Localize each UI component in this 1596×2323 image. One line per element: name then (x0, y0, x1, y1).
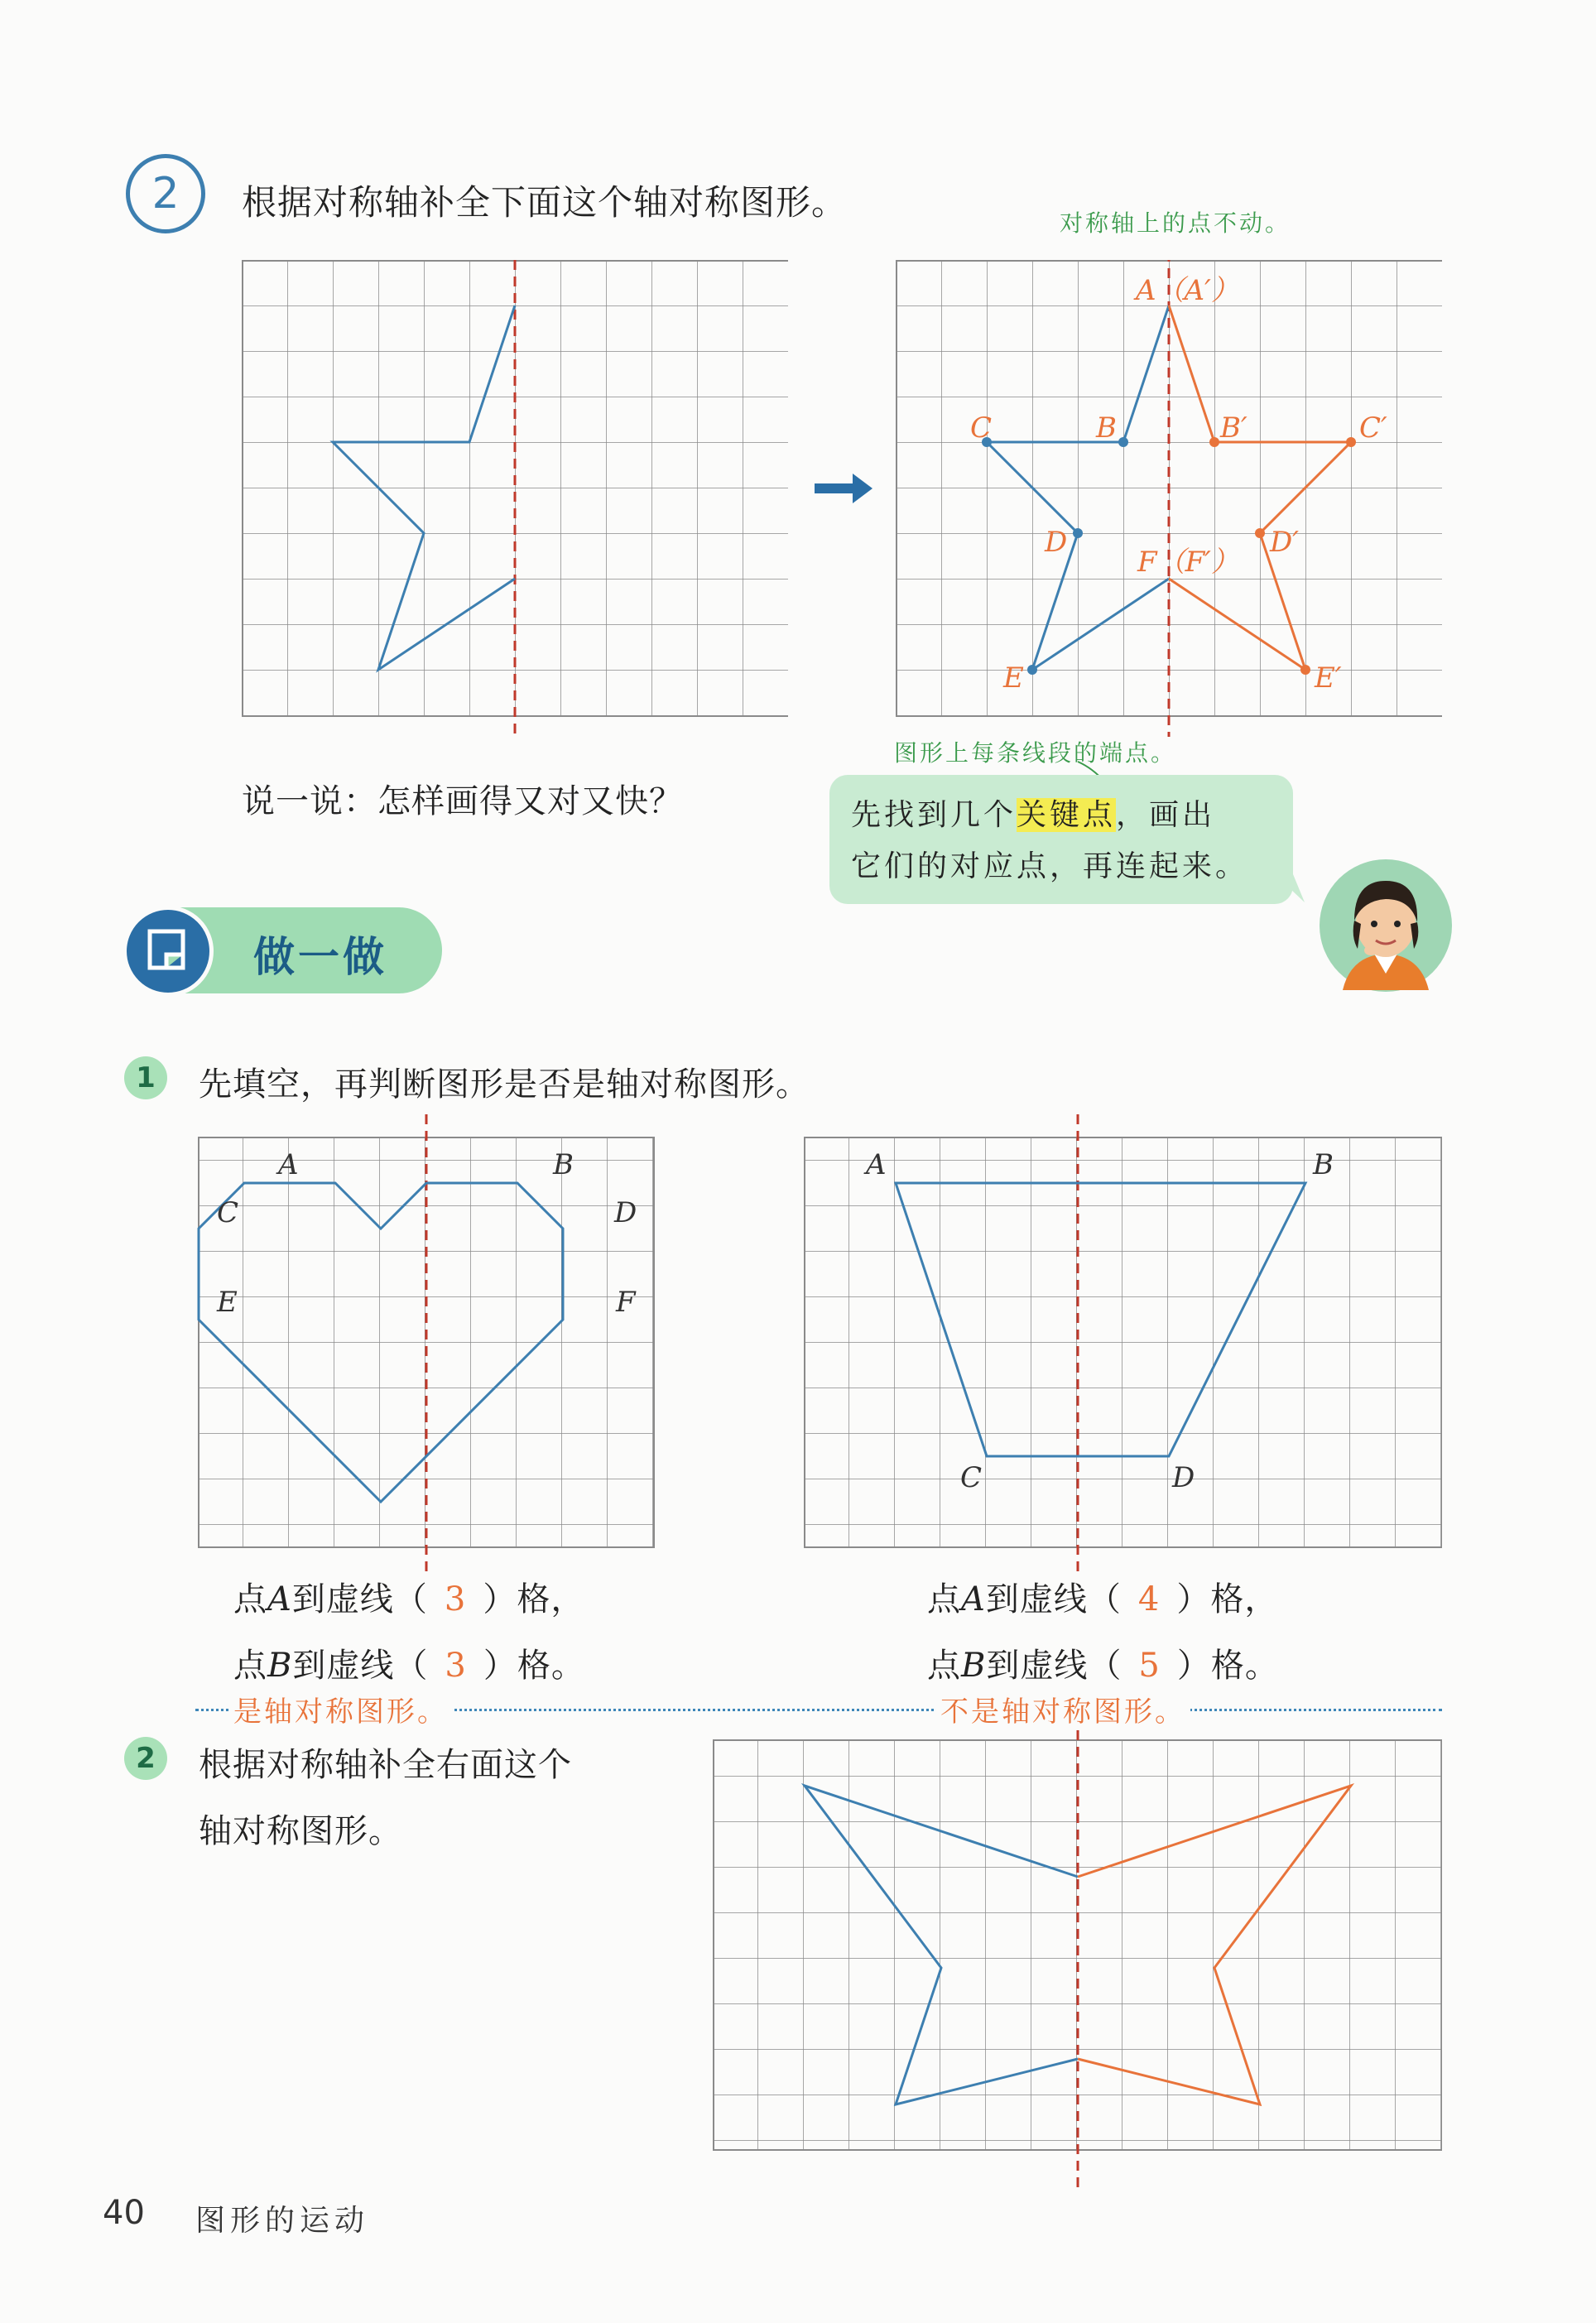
heart-l2-var: B (267, 1647, 293, 1685)
heart-l1-post: ）格， (483, 1580, 585, 1618)
heart-label-C: C (217, 1196, 239, 1229)
bubble-tail (1275, 874, 1308, 907)
label-B-prime: B′ (1220, 411, 1247, 445)
trap-l2-pre: 点 (927, 1647, 961, 1685)
heart-l1-mid: 到虚线（ (291, 1580, 428, 1618)
label-A: A（A′） (1136, 274, 1239, 307)
question-1-number: 1 (136, 1061, 156, 1094)
page-number: 40 (103, 2194, 145, 2232)
section-title: 做一做 (253, 933, 387, 981)
speech-bubble (829, 775, 1293, 904)
question-2-title-line-1: 根据对称轴补全右面这个 (199, 1746, 572, 1784)
heart-fill-line-2 (233, 1639, 585, 1686)
heart-l2-post: ）格。 (483, 1647, 585, 1685)
trap-l1-mid: 到虚线（ (985, 1580, 1122, 1618)
heart-answer-A[interactable]: 3 (444, 1580, 467, 1618)
activity-icon (123, 906, 214, 997)
heart-grid (197, 1114, 657, 1578)
heart-label-D: D (614, 1196, 637, 1229)
label-F: F（F′） (1137, 546, 1239, 579)
question-1-badge (124, 1056, 167, 1099)
trap-l2-post: ）格。 (1176, 1647, 1279, 1685)
heart-l2-pre: 点 (233, 1647, 267, 1685)
example-title: 根据对称轴补全下面这个轴对称图形。 (242, 182, 848, 223)
label-D: D (1045, 526, 1068, 559)
trap-label-D: D (1172, 1461, 1195, 1494)
butterfly-grid (712, 1730, 1442, 2194)
trap-label-B: B (1313, 1148, 1334, 1181)
right-arrow-icon (815, 474, 873, 503)
point-D-prime (1255, 528, 1265, 538)
label-C-prime: C′ (1359, 411, 1387, 445)
heart-verdict: 是轴对称图形。 (228, 1689, 453, 1729)
axis-note: 对称轴上的点不动。 (1060, 209, 1291, 237)
example-number: 2 (151, 169, 180, 219)
trap-fill-line-1 (927, 1573, 1278, 1620)
question-2-badge (124, 1737, 167, 1780)
label-C: C (970, 411, 993, 445)
bubble-text-1a: 先找到几个 (851, 798, 1017, 832)
trapezoid-grid (803, 1114, 1442, 1578)
heart-label-B: B (553, 1148, 574, 1181)
heart-label-F: F (616, 1286, 636, 1319)
heart-label-A: A (278, 1148, 299, 1181)
chapter-title: 图形的运动 (195, 2204, 370, 2238)
heart-answer-B[interactable]: 3 (445, 1647, 467, 1685)
bubble-text-2: 它们的对应点，再连起来。 (851, 849, 1249, 883)
label-D-prime: D′ (1270, 526, 1299, 559)
heart-label-E: E (217, 1286, 238, 1319)
student-avatar (1318, 858, 1454, 993)
question-1-title: 先填空，再判断图形是否是轴对称图形。 (199, 1065, 810, 1104)
trap-l1-pre: 点 (927, 1580, 961, 1618)
full-star-grid (896, 260, 1442, 737)
trap-label-C: C (960, 1461, 983, 1494)
trap-l2-mid: 到虚线（ (986, 1647, 1122, 1685)
bubble-text-1b: ，画出 (1116, 798, 1216, 832)
point-C-prime (1346, 437, 1356, 447)
point-B (1118, 437, 1128, 447)
trap-answer-A[interactable]: 4 (1137, 1580, 1161, 1618)
example-number-circle (126, 154, 205, 233)
label-E-prime: E′ (1315, 661, 1342, 695)
label-E: E (1003, 661, 1024, 695)
trap-l1-var: A (961, 1580, 986, 1618)
trap-verdict: 不是轴对称图形。 (935, 1689, 1190, 1729)
heart-l1-var: A (267, 1580, 292, 1618)
question-2-title-line-2: 轴对称图形。 (199, 1812, 402, 1850)
discuss-prompt: 说一说：怎样画得又对又快？ (242, 782, 683, 820)
point-D (1073, 528, 1083, 538)
trap-label-A: A (866, 1148, 887, 1181)
endpoint-note: 图形上每条线段的端点。 (894, 739, 1177, 767)
label-B: B (1096, 411, 1117, 445)
trap-fill-line-2 (927, 1639, 1279, 1686)
point-E (1027, 665, 1037, 675)
half-star-grid (242, 260, 788, 737)
point-B-prime (1209, 437, 1219, 447)
trap-l2-var: B (961, 1647, 987, 1685)
trap-answer-B[interactable]: 5 (1138, 1647, 1161, 1685)
point-E-prime (1300, 665, 1310, 675)
heart-fill-line-1 (233, 1573, 584, 1620)
trap-l1-post: ）格， (1176, 1580, 1279, 1618)
heart-l2-mid: 到虚线（ (292, 1647, 429, 1685)
bubble-keyword: 关键点 (1017, 798, 1117, 832)
question-2-number: 2 (136, 1742, 156, 1775)
heart-l1-pre: 点 (233, 1580, 267, 1618)
